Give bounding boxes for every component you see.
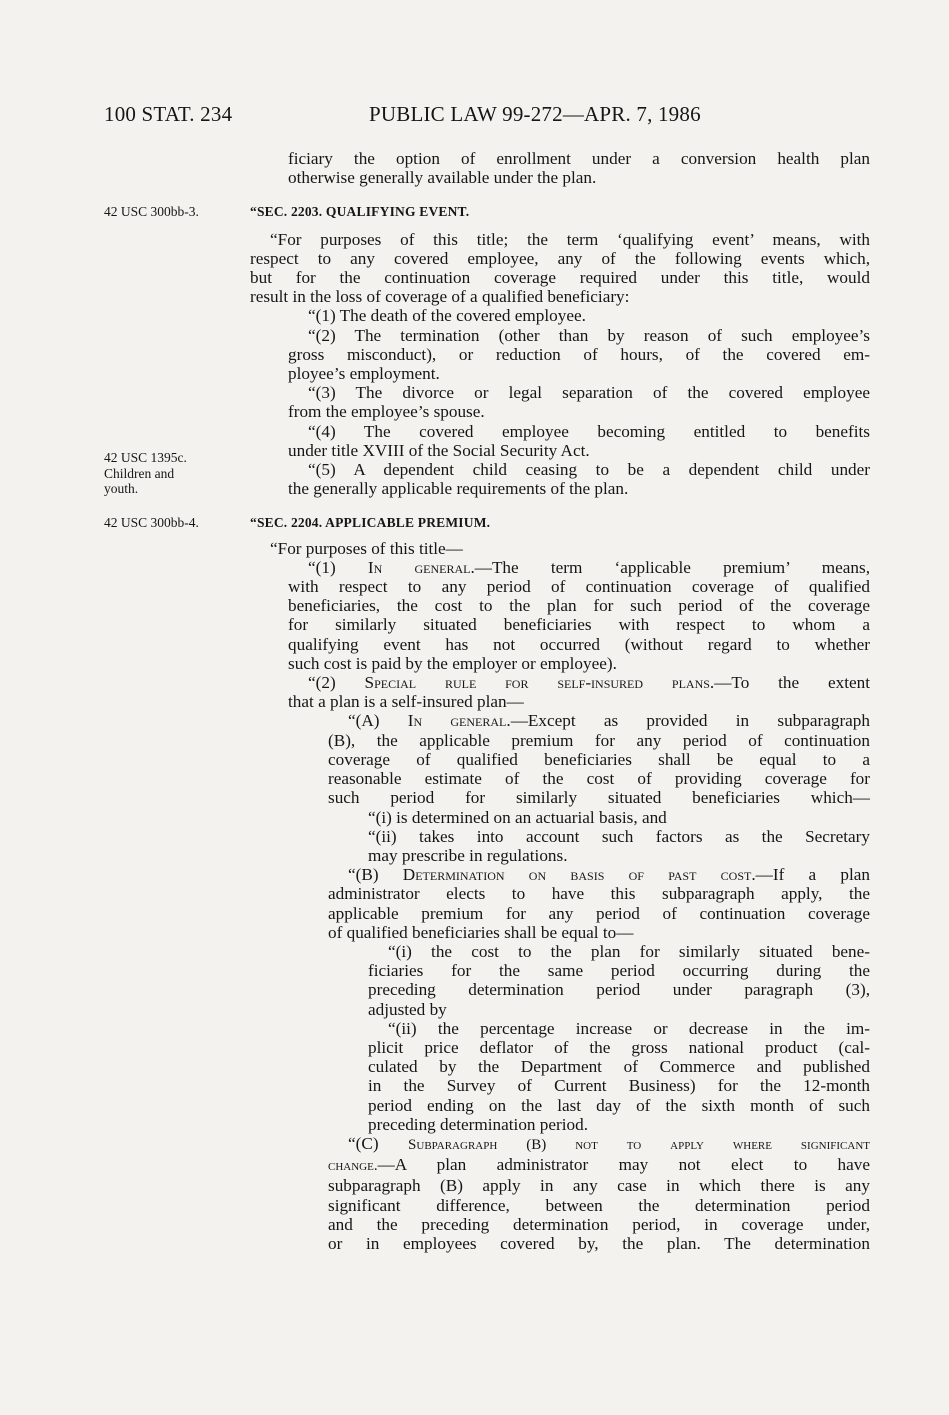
text-line: such cost is paid by the employer or employee). [288, 653, 617, 673]
text-span: “(C) [348, 1133, 409, 1153]
text-line: administrator elects to have this subparagraph apply, the [328, 884, 870, 904]
text-line: applicable premium for any period of continuation coverage [328, 903, 870, 923]
text-span: —A plan administrator may not elect to have [377, 1155, 870, 1175]
text-span: “(2) [308, 673, 365, 693]
text-span: —Except as provided in subparagraph [510, 711, 870, 731]
section-heading-2203: “SEC. 2203. QUALIFYING EVENT. [250, 204, 470, 220]
text-line: preceding determination period under paragraph (3), [368, 980, 870, 1000]
running-header-law-title: PUBLIC LAW 99-272—APR. 7, 1986 [369, 102, 701, 126]
text-span: —The term ‘applicable premium’ means, [474, 557, 870, 577]
text-line: reasonable estimate of the cost of providing coverage for [328, 769, 870, 789]
text-line: period ending on the last day of the sixth month of such [368, 1095, 870, 1115]
section-heading-2204: “SEC. 2204. APPLICABLE PREMIUM. [250, 515, 491, 531]
text-line: for similarly situated beneficiaries with respect to whom a [288, 615, 870, 635]
text-span: “(A) [348, 711, 408, 731]
margin-note-usc-300bb-3: 42 USC 300bb-3. [104, 204, 199, 219]
margin-note-usc-1395c: 42 USC 1395c. [104, 450, 187, 465]
text-line [250, 558, 870, 577]
text-line: significant difference, between the determination period [328, 1195, 870, 1215]
text-line: subparagraph (B) apply in any case in which there is any [328, 1176, 870, 1196]
text-line: beneficiaries, the cost to the plan for such period of the coverage [288, 596, 870, 616]
paragraph-heading: Subparagraph (B) not to apply where significant [408, 1136, 870, 1153]
paragraph-heading: Determination on basis of past cost. [402, 865, 756, 885]
text-line: (B), the applicable premium for any period of continuation [328, 730, 870, 750]
text-line: respect to any covered employee, any of the following events which, [250, 248, 870, 268]
text-line: “(5) A dependent child ceasing to be a dependent child under [308, 460, 870, 480]
text-line: of qualified beneficiaries shall be equal to— [328, 922, 634, 942]
margin-note-youth: youth. [104, 481, 139, 496]
text-line: or in employees covered by, the plan. The determination [328, 1233, 870, 1253]
text-line: “(2) The termination (other than by reason of such employee’s [308, 325, 870, 345]
text-span: “(B) [348, 865, 403, 885]
text-line: may prescribe in regulations. [368, 845, 568, 865]
text-line [250, 865, 870, 884]
text-line: ficiaries for the same period occurring during the [368, 961, 870, 981]
text-line: such period for similarly situated beneficiaries which— [328, 788, 870, 808]
text-line: gross misconduct), or reduction of hours, of the covered em- [288, 344, 870, 364]
text-line: that a plan is a self-insured plan— [288, 692, 524, 712]
text-line: adjusted by [368, 999, 447, 1019]
text-span: —If a plan [755, 865, 870, 885]
text-line: otherwise generally available under the plan. [288, 168, 597, 188]
text-span: “(1) [308, 557, 368, 577]
text-line: result in the loss of coverage of a qualified beneficiary: [250, 287, 630, 307]
text-line: “(i) is determined on an actuarial basis, and [368, 807, 667, 827]
text-line: and the preceding determination period, in coverage under, [328, 1214, 870, 1234]
text-line [250, 1155, 870, 1176]
body-text [250, 149, 870, 1253]
text-line [250, 711, 870, 730]
paragraph-heading: change. [328, 1158, 378, 1175]
text-line: “For purposes of this title— [270, 538, 463, 558]
text-line: the generally applicable requirements of the plan. [288, 479, 629, 499]
text-span: —To the extent [714, 673, 870, 693]
text-line: coverage of qualified beneficiaries shall be equal to a [328, 749, 870, 769]
text-line: qualifying event has not occurred (without regard to whether [288, 634, 870, 654]
text-line: with respect to any period of continuation coverage of qualified [288, 577, 870, 597]
text-line: ficiary the option of enrollment under a conversion health plan [288, 149, 870, 168]
text-line: “(ii) the percentage increase or decrease in the im- [388, 1018, 870, 1038]
text-line: “(i) the cost to the plan for similarly situated bene- [388, 941, 870, 961]
text-line: plicit price deflator of the gross national product (cal- [368, 1037, 870, 1057]
text-line: in the Survey of Current Business) for the 12-month [368, 1076, 870, 1096]
text-line [250, 1134, 870, 1155]
statute-page-number: 100 STAT. 234 [104, 102, 233, 126]
text-line: ployee’s employment. [288, 364, 440, 384]
text-line: “(1) The death of the covered employee. [308, 306, 586, 326]
margin-note-children-and: Children and [104, 466, 175, 481]
text-line [250, 673, 870, 692]
text-line: “(ii) takes into account such factors as the Secretary [368, 826, 870, 846]
text-line: preceding determination period. [368, 1114, 589, 1134]
text-line: from the employee’s spouse. [288, 402, 485, 422]
text-line: but for the continuation coverage required under this title, would [250, 268, 870, 288]
paragraph-heading: In general. [367, 557, 475, 577]
text-line: “(3) The divorce or legal separation of the covered employee [308, 383, 870, 403]
text-line: culated by the Department of Commerce and published [368, 1057, 870, 1077]
margin-note-usc-300bb-4: 42 USC 300bb-4. [104, 515, 199, 530]
paragraph-heading: In general. [407, 711, 511, 731]
text-line: “(4) The covered employee becoming entitled to benefits [308, 421, 870, 441]
paragraph-heading: Special rule for self-insured plans. [364, 673, 715, 693]
text-line: “For purposes of this title; the term ‘qualifying event’ means, with [270, 229, 870, 249]
text-line: under title XVIII of the Social Security Act. [288, 440, 590, 460]
